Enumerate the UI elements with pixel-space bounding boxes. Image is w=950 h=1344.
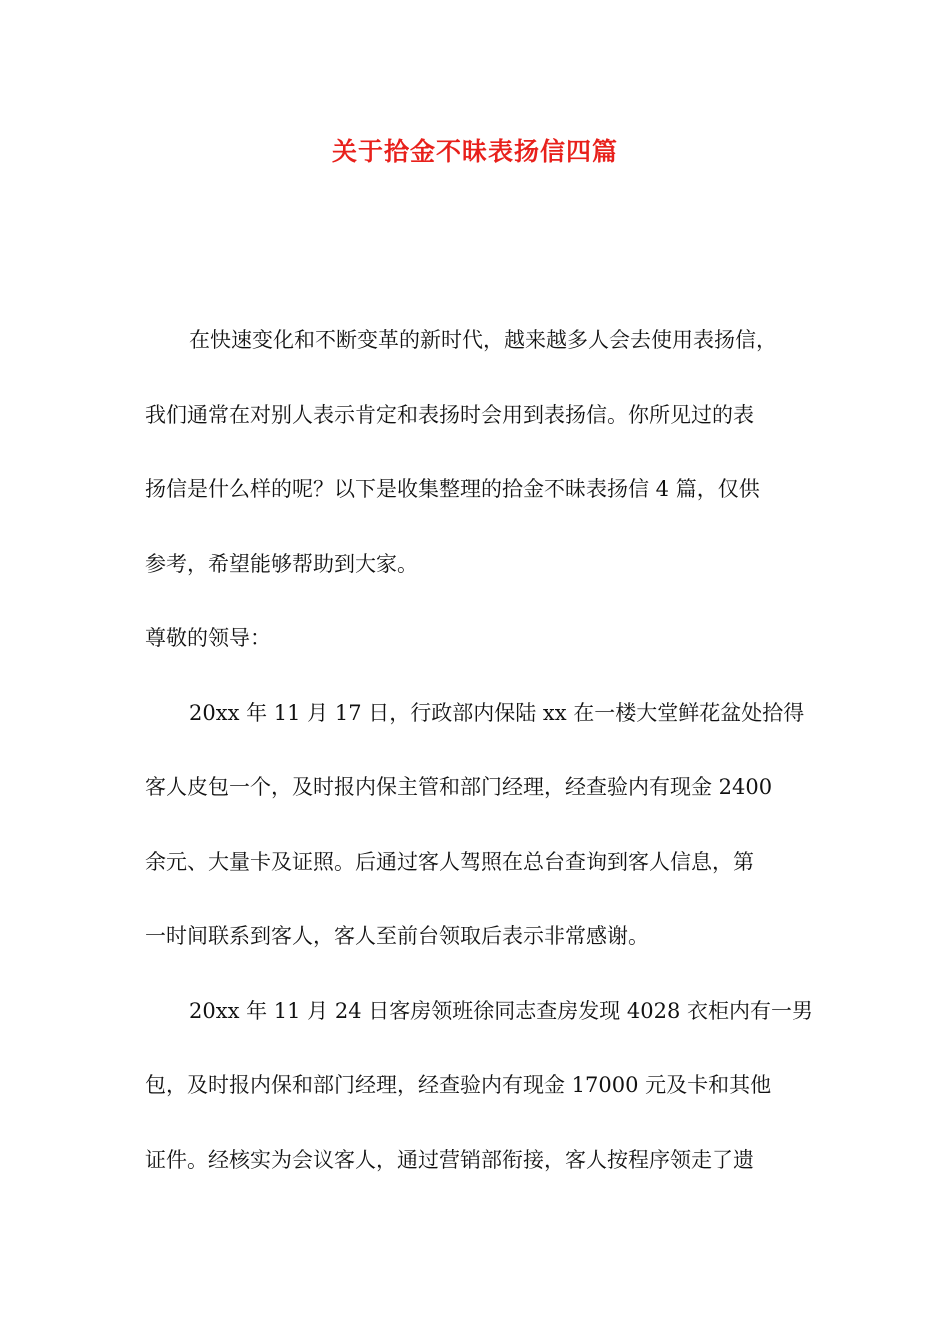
paragraph-line: 我们通常在对别人表示肯定和表扬时会用到表扬信。你所见过的表: [145, 402, 754, 427]
paragraph-line: 扬信是什么样的呢？以下是收集整理的拾金不昧表扬信 4 篇，仅供: [145, 477, 760, 501]
document-body: [145, 318, 813, 1212]
paragraph-line: 包，及时报内保和部门经理，经查验内有现金 17000 元及卡和其他: [145, 1073, 772, 1097]
paragraph-line: 一时间联系到客人，客人至前台领取后表示非常感谢。: [145, 924, 649, 948]
paragraph-line: 在快速变化和不断变革的新时代，越来越多人会去使用表扬信，: [189, 328, 777, 352]
paragraph-line: 余元、大量卡及证照。后通过客人驾照在总台查询到客人信息，第: [145, 849, 754, 874]
paragraph-line: 20xx 年 11 月 17 日，行政部内保陆 xx 在一楼大堂鲜花盆处拾得: [189, 700, 805, 725]
paragraph-line: 证件。经核实为会议客人，通过营销部衔接，客人按程序领走了遗: [145, 1147, 754, 1172]
paragraph-line: 20xx 年 11 月 24 日客房领班徐同志查房发现 4028 衣柜内有一男: [189, 998, 814, 1023]
paragraph-line: 客人皮包一个，及时报内保主管和部门经理，经查验内有现金 2400: [145, 775, 773, 799]
document-title: 关于拾金不昧表扬信四篇: [331, 137, 618, 166]
paragraph-line: 参考，希望能够帮助到大家。: [145, 551, 418, 576]
salutation-line: 尊敬的领导：: [145, 626, 271, 650]
